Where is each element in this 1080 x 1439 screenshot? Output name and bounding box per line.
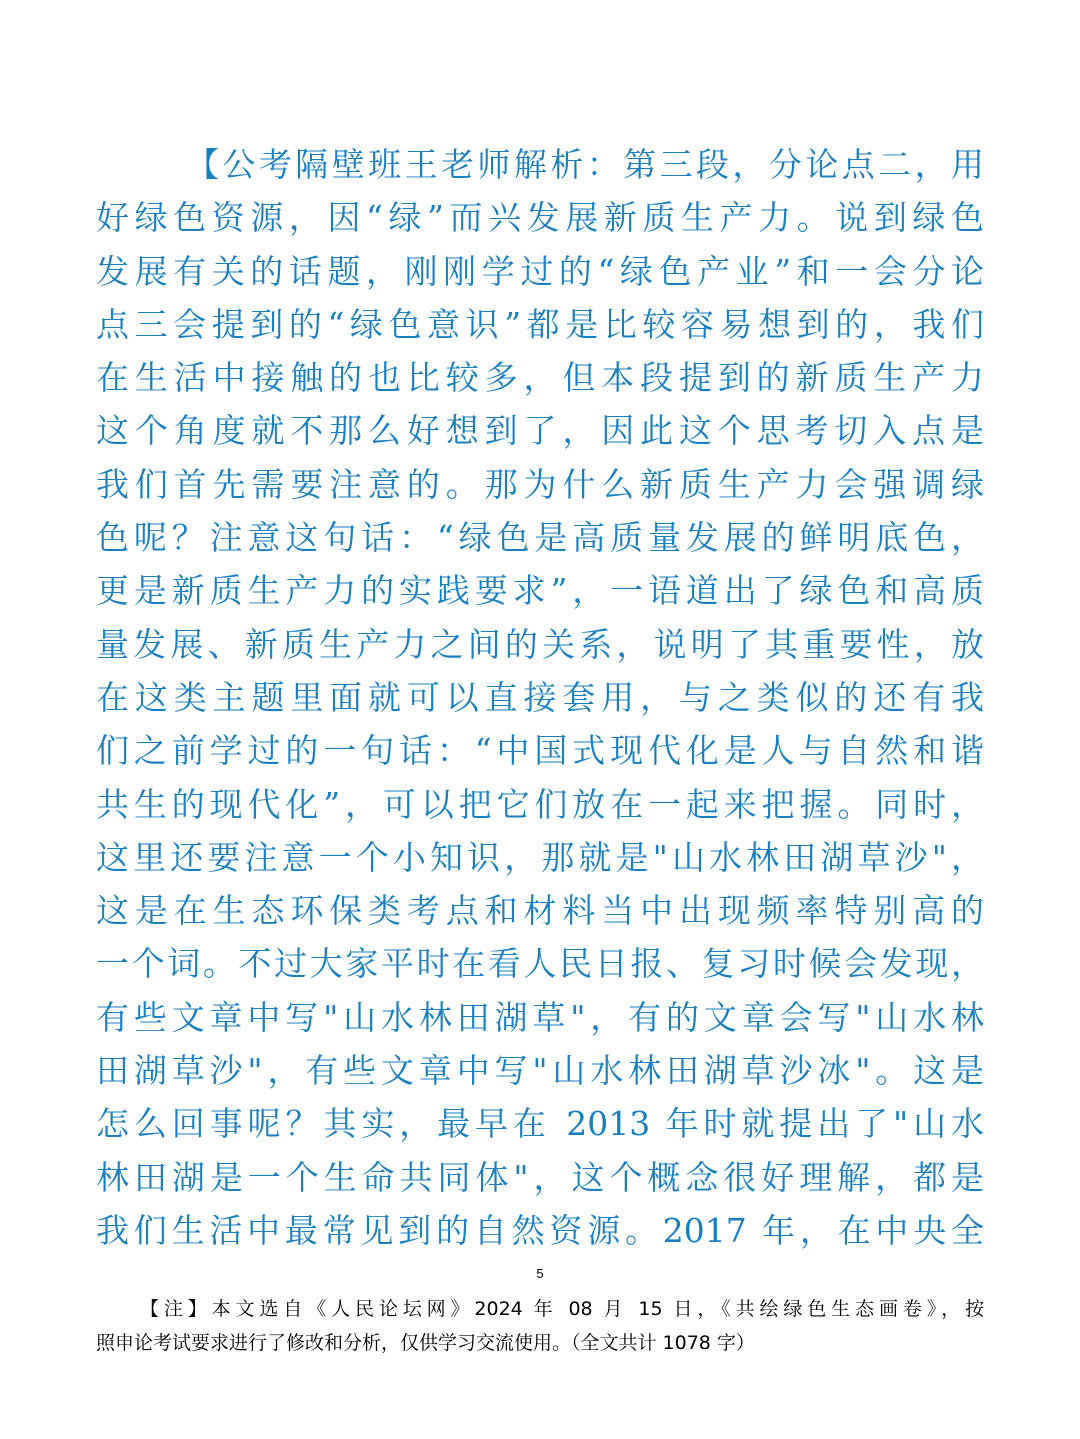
analysis-line: 【公考隔壁班王老师解析：第三段，分论点二，用 (186, 145, 984, 184)
analysis-line: 我们生活中最常见到的自然资源。2017 年，在中央全 (96, 1210, 984, 1250)
page-number: 5 (536, 1266, 544, 1281)
analysis-line: 这个角度就不那么好想到了，因此这个思考切入点是 (96, 411, 984, 451)
analysis-line: 点三会提到的“绿色意识”都是比较容易想到的，我们 (96, 304, 984, 344)
analysis-line: 一个词。不过大家平时在看人民日报、复习时候会发现， (96, 944, 984, 984)
analysis-line: 有些文章中写"山水林田湖草"，有的文章会写"山水林 (96, 997, 984, 1037)
analysis-line: 量发展、新质生产力之间的关系，说明了其重要性，放 (96, 624, 984, 664)
analysis-line: 们之前学过的一句话：“中国式现代化是人与自然和谐 (96, 731, 984, 771)
analysis-line: 更是新质生产力的实践要求”，一语道出了绿色和高质 (96, 571, 984, 611)
analysis-line: 田湖草沙"，有些文章中写"山水林田湖草沙冰"。这是 (96, 1051, 984, 1091)
source-note (96, 1292, 996, 1360)
analysis-line: 我们首先需要注意的。那为什么新质生产力会强调绿 (96, 464, 984, 504)
analysis-line: 这里还要注意一个小知识，那就是"山水林田湖草沙"， (96, 837, 984, 877)
analysis-line: 怎么回事呢？其实，最早在 2013 年时就提出了"山水 (96, 1104, 984, 1144)
analysis-line: 这是在生态环保类考点和材料当中出现频率特别高的 (96, 891, 984, 931)
analysis-line: 共生的现代化”，可以把它们放在一起来把握。同时， (96, 784, 984, 824)
analysis-line: 林田湖是一个生命共同体"，这个概念很好理解，都是 (96, 1157, 984, 1197)
note-line: 照申论考试要求进行了修改和分析，仅供学习交流使用。（全文共计 1078 字） (96, 1332, 755, 1354)
analysis-line: 色呢？注意这句话：“绿色是高质量发展的鲜明底色， (96, 518, 984, 558)
analysis-line: 在生活中接触的也比较多，但本段提到的新质生产力 (96, 358, 984, 398)
analysis-line: 好绿色资源，因“绿”而兴发展新质生产力。说到绿色 (96, 198, 984, 238)
analysis-line: 在这类主题里面就可以直接套用，与之类似的还有我 (96, 677, 984, 717)
note-line: 【注】本文选自《人民论坛网》2024 年 08 月 15 日，《共绘绿色生态画卷》，按 (140, 1298, 984, 1320)
analysis-line: 发展有关的话题，刚刚学过的“绿色产业”和一会分论 (96, 251, 984, 291)
analysis-paragraph (96, 138, 996, 1257)
